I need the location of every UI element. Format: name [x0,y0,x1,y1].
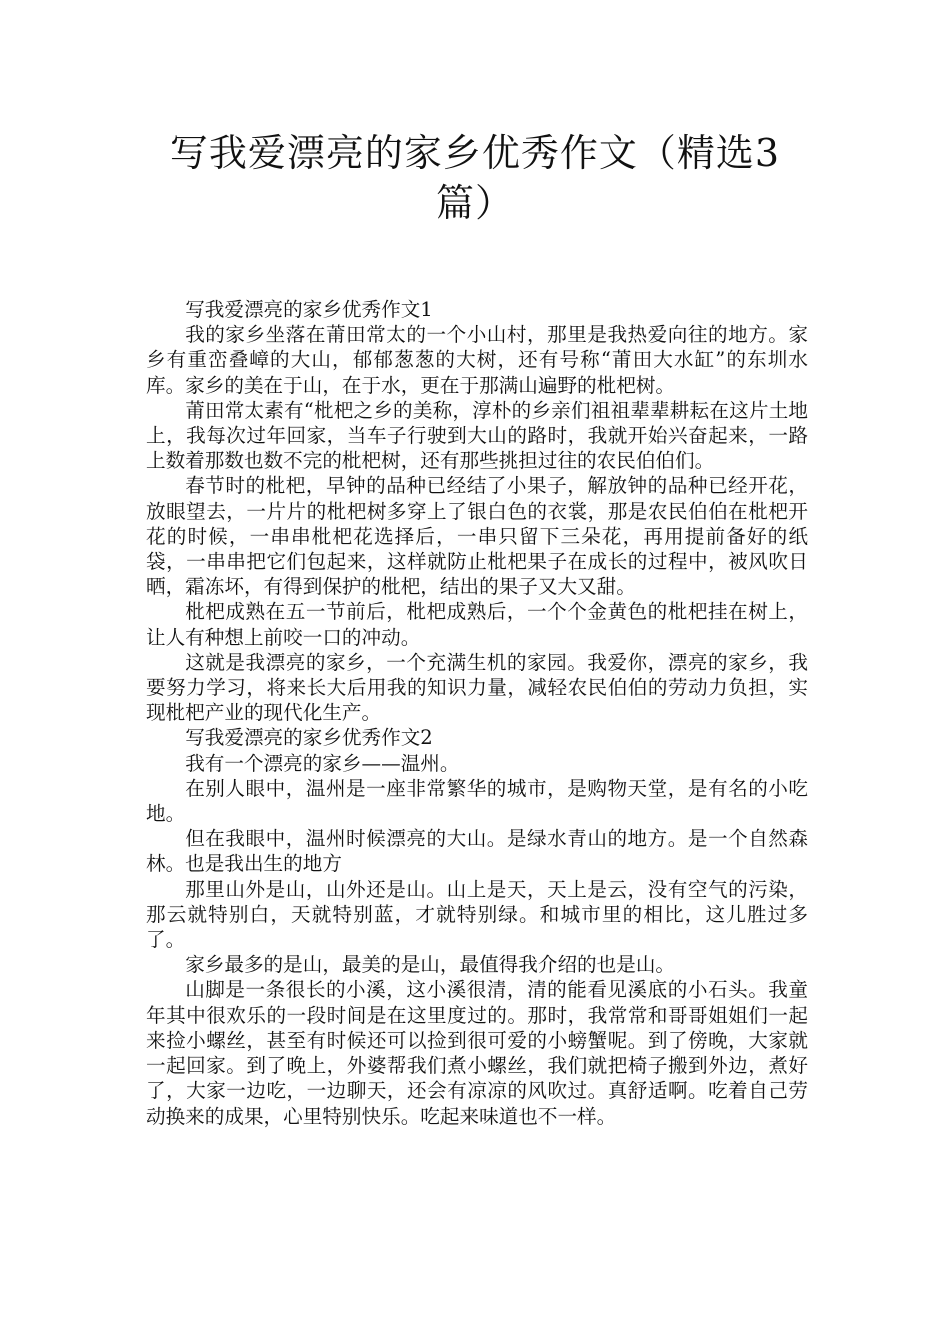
essay-2-heading: 写我爱漂亮的家乡优秀作文2 [185,726,433,750]
paragraph: 春节时的枇杷，早钟的品种已经结了小果子，解放钟的品种已经开花，放眼望去，一片片的枇杷树多穿上了银白色的衣裳，那是农民伯伯在枇杷开花的时候，一串串枇杷花选择后，一串只留下三朵花，再用提前备好的纸袋，一串串把它们包起来，这样就防止枇杷果子在成长的过程中，被风吹日晒，霜冻坏，有得到保护的枇杷，结出的果子又大又甜。 [146,474,808,599]
paragraph: 枇杷成熟在五一节前后，枇杷成熟后，一个个金黄色的枇杷挂在树上，让人有种想上前咬一口的冲动。 [146,600,808,649]
paragraph: 我有一个漂亮的家乡——温州。 [185,751,460,775]
paragraph: 家乡最多的是山，最美的是山，最值得我介绍的也是山。 [185,953,676,977]
paragraph: 但在我眼中，温州时候漂亮的大山。是绿水青山的地方。是一个自然森林。也是我出生的地方 [146,827,808,876]
document-body [146,297,808,1129]
paragraph: 莆田常太素有“枇杷之乡的美称，淳朴的乡亲们祖祖辈辈耕耘在这片土地上，我每次过年回家，当车子行驶到大山的路时，我就开始兴奋起来，一路上数着那数也数不完的枇杷树，还有那些挑担过往的农民伯伯们。 [146,398,808,473]
paragraph: 我的家乡坐落在莆田常太的一个小山村，那里是我热爱向往的地方。家乡有重峦叠嶂的大山，郁郁葱葱的大树，还有号称“莆田大水缸”的东圳水库。家乡的美在于山，在于水，更在于那满山遍野的枇杷树。 [146,323,808,397]
document-title: 写我爱漂亮的家乡优秀作文（精选3篇） [169,131,781,225]
paragraph: 在别人眼中，温州是一座非常繁华的城市，是购物天堂，是有名的小吃地。 [146,776,808,826]
essay-1-heading: 写我爱漂亮的家乡优秀作文1 [185,298,433,321]
paragraph: 山脚是一条很长的小溪，这小溪很清，清的能看见溪底的小石头。我童年其中很欢乐的一段时间是在这里度过的。那时，我常常和哥哥姐姐们一起来捡小螺丝，甚至有时候还可以捡到很可爱的小螃蟹呢。到了傍晚，大家就一起回家。到了晚上，外婆帮我们煮小螺丝，我们就把椅子搬到外边，煮好了，大家一边吃，一边聊天，还会有凉凉的风吹过。真舒适啊。吃着自己劳动换来的成果，心里特别快乐。吃起来味道也不一样。 [146,978,808,1128]
paragraph: 这就是我漂亮的家乡，一个充满生机的家园。我爱你，漂亮的家乡，我要努力学习，将来长大后用我的知识力量，减轻农民伯伯的劳动力负担，实现枇杷产业的现代化生产。 [146,650,808,725]
paragraph: 那里山外是山，山外还是山。山上是天，天上是云，没有空气的污染，那云就特别白，天就特别蓝，才就特别绿。和城市里的相比，这儿胜过多了。 [146,877,808,952]
